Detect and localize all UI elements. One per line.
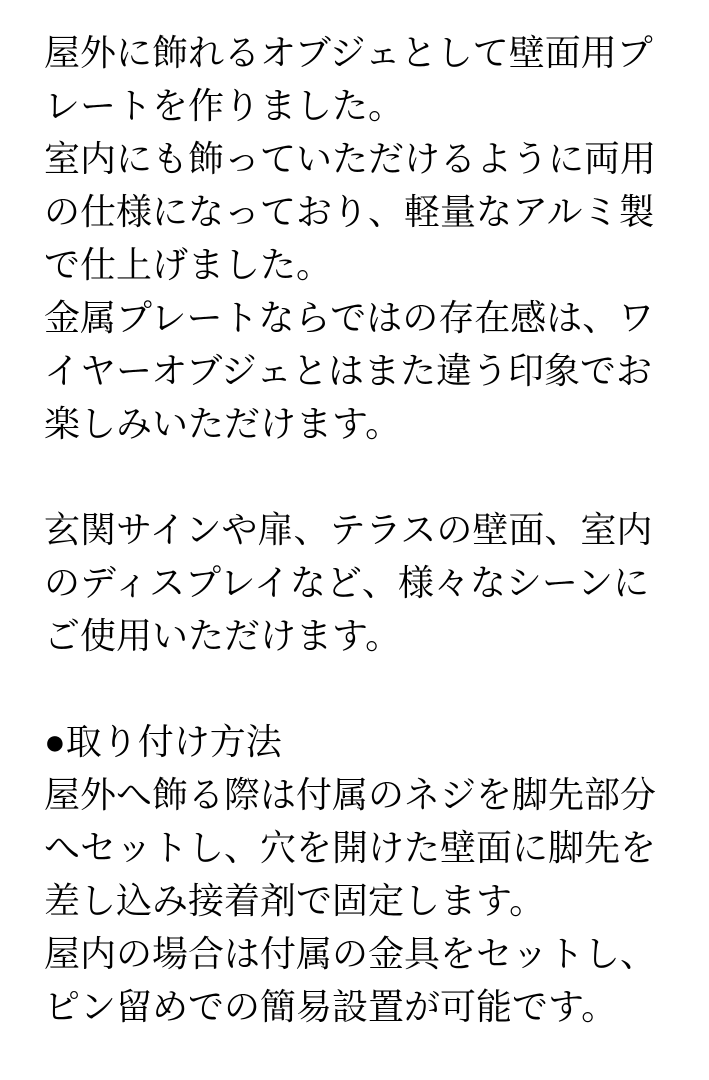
text-line: 屋外に飾れるオブジェとして壁面用プ: [44, 32, 653, 73]
text-line: ●取り付け方法: [44, 721, 282, 762]
text-line: で仕上げました。: [44, 244, 333, 285]
text-line: 玄関サインや扉、テラスの壁面、室内: [44, 509, 653, 550]
text-line: レートを作りました。: [44, 85, 405, 126]
text-line: ご使用いただけます。: [44, 615, 402, 656]
text-line: のディスプレイなど、様々なシーンに: [44, 562, 650, 603]
installation-section: [44, 715, 689, 1033]
text-line: 室内にも飾っていただけるように両用: [44, 138, 657, 179]
text-line: の仕様になっており、軽量なアルミ製: [44, 191, 655, 232]
text-line: ピン留めでの簡易設置が可能です。: [44, 986, 618, 1027]
usage-scenes-paragraph: [44, 503, 689, 662]
intro-paragraph: [44, 26, 689, 450]
text-line: へセットし、穴を開けた壁面に脚先を: [44, 827, 657, 868]
text-line: 屋外へ飾る際は付属のネジを脚先部分: [44, 774, 657, 815]
text-line: 楽しみいただけます。: [44, 403, 402, 444]
text-line: 差し込み接着剤で固定します。: [44, 880, 546, 921]
text-line: イヤーオブジェとはまた違う印象でお: [44, 350, 653, 391]
text-line: 金属プレートならではの存在感は、ワ: [44, 297, 655, 338]
text-line: 屋内の場合は付属の金具をセットし、: [44, 933, 657, 974]
